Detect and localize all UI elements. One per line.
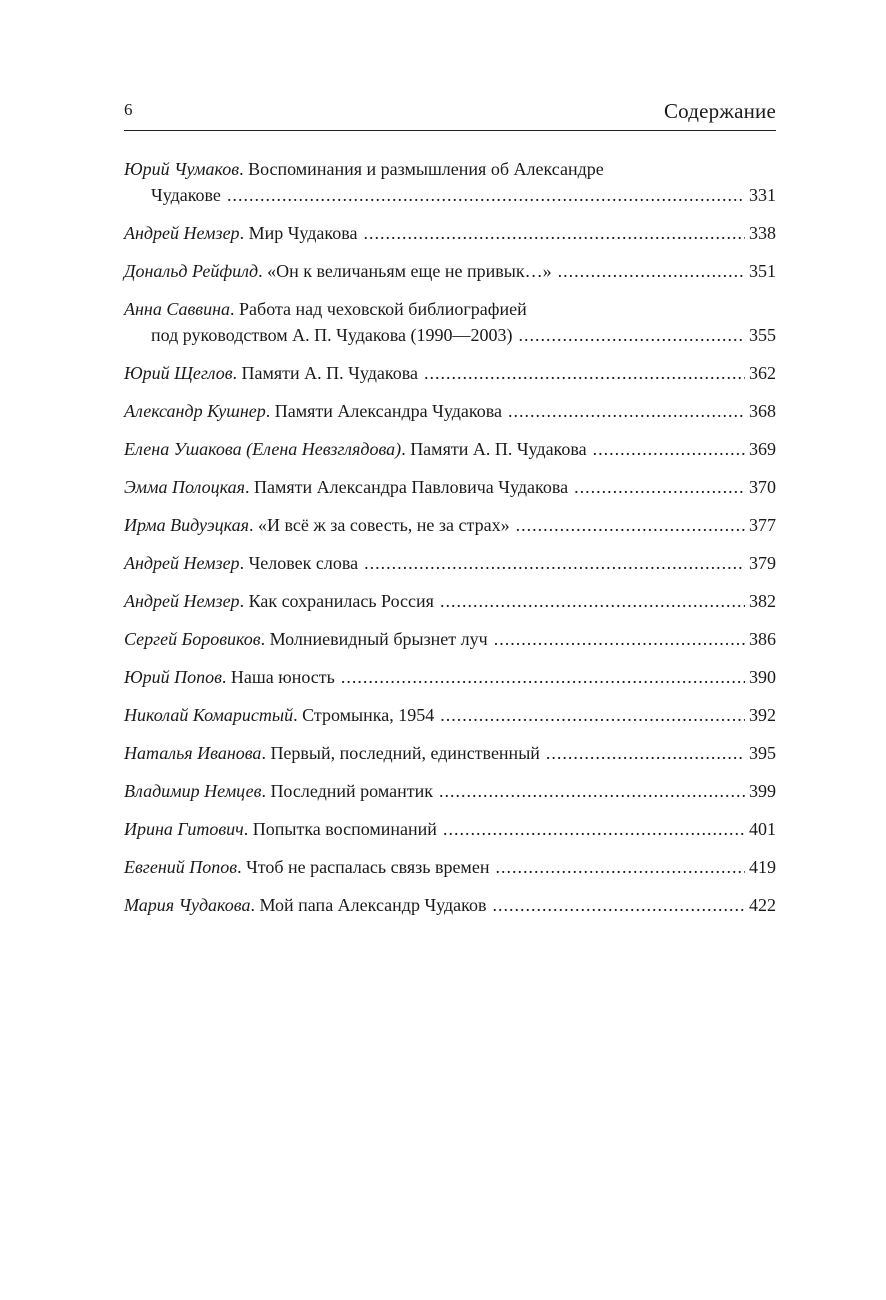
toc-entry xyxy=(124,474,776,500)
toc-title: Наша юность xyxy=(230,667,335,687)
toc-page-number: 399 xyxy=(749,781,776,801)
toc-author: Ирина Гитович xyxy=(124,819,244,839)
toc-author: Андрей Немзер xyxy=(124,591,240,611)
dot-leader xyxy=(495,854,745,880)
toc-author: Мария Чудакова xyxy=(124,895,251,915)
book-page xyxy=(124,96,776,930)
dot-leader xyxy=(546,740,745,766)
dot-leader xyxy=(364,220,746,246)
toc-title: Первый, последний, единственный xyxy=(270,743,540,763)
toc-page-number: 331 xyxy=(749,185,776,205)
toc-title: «Он к величаньям еще не привык…» xyxy=(267,261,552,281)
toc-title: Памяти Александра Павловича Чудакова xyxy=(253,477,569,497)
toc-entry-line: Сергей Боровиков . Молниевидный брызнет луч ..... 386 xyxy=(124,626,776,652)
toc-entry xyxy=(124,220,776,246)
toc-entry xyxy=(124,436,776,462)
toc-author: Наталья Иванова xyxy=(124,743,262,763)
toc-author: Евгений Попов xyxy=(124,857,238,877)
dot-leader xyxy=(508,398,745,424)
dot-leader xyxy=(518,322,745,348)
toc-page-number: 362 xyxy=(749,363,776,383)
toc-entry-line: Эмма Полоцкая . Памяти Александра Павловича Чудакова ..... 370 xyxy=(124,474,776,500)
toc-entry xyxy=(124,258,776,284)
toc-page-number: 390 xyxy=(749,667,776,687)
toc-entry xyxy=(124,778,776,804)
toc-page-number: 382 xyxy=(749,591,776,611)
toc-page-number: 370 xyxy=(749,477,776,497)
toc-page-number: 369 xyxy=(749,439,776,459)
toc-author: Юрий Щеглов xyxy=(124,363,233,383)
toc-author: Юрий Чумаков xyxy=(124,159,240,179)
toc-author: Ирма Видуэцкая xyxy=(124,515,249,535)
toc-title: Человек слова xyxy=(248,553,359,573)
toc-title-continued: под руководством А. П. Чудакова (1990—2003) xyxy=(151,325,513,345)
dot-leader xyxy=(227,182,745,208)
toc-title: Попытка воспоминаний xyxy=(252,819,437,839)
toc-page-number: 395 xyxy=(749,743,776,763)
dot-leader xyxy=(440,588,745,614)
toc-entry xyxy=(124,740,776,766)
toc-page-number: 368 xyxy=(749,401,776,421)
toc-title: Памяти Александра Чудакова xyxy=(274,401,502,421)
toc-entry-line: Андрей Немзер . Как сохранилась Россия ..... 382 xyxy=(124,588,776,614)
toc-entry xyxy=(124,550,776,576)
toc-author: Анна Саввина xyxy=(124,299,231,319)
toc-entry-line: Николай Комаристый . Стромынка, 1954 ..... 392 xyxy=(124,702,776,728)
toc-author: Андрей Немзер xyxy=(124,223,240,243)
toc-page-number: 351 xyxy=(749,261,776,281)
toc-entry-line: Юрий Чумаков. Воспоминания и размышления об Александре xyxy=(124,159,604,179)
toc-entry-line: Андрей Немзер . Мир Чудакова ..... 338 xyxy=(124,220,776,246)
toc-entry xyxy=(124,296,776,348)
toc-entry-line: Юрий Щеглов . Памяти А. П. Чудакова ..... 362 xyxy=(124,360,776,386)
dot-leader xyxy=(440,702,745,728)
toc-page-number: 355 xyxy=(749,325,776,345)
dot-leader xyxy=(516,512,745,538)
dot-leader xyxy=(424,360,745,386)
toc-page-number: 422 xyxy=(749,895,776,915)
toc-title: Памяти А. П. Чудакова xyxy=(241,363,418,383)
toc-entry xyxy=(124,854,776,880)
toc-entry-line: Елена Ушакова (Елена Невзглядова) . Памяти А. П. Чудакова ..... 369 xyxy=(124,436,776,462)
toc-author: Сергей Боровиков xyxy=(124,629,261,649)
toc-entry xyxy=(124,360,776,386)
dot-leader xyxy=(341,664,745,690)
toc-title: Памяти А. П. Чудакова xyxy=(410,439,587,459)
toc-page-number: 379 xyxy=(749,553,776,573)
toc-page-number: 401 xyxy=(749,819,776,839)
dot-leader xyxy=(558,258,745,284)
table-of-contents xyxy=(124,156,776,918)
toc-entry-line xyxy=(124,322,776,348)
toc-author: Николай Комаристый xyxy=(124,705,294,725)
toc-entry-line: Анна Саввина. Работа над чеховской библиографией xyxy=(124,299,527,319)
toc-entry xyxy=(124,664,776,690)
toc-author: Эмма Полоцкая xyxy=(124,477,245,497)
toc-entry-line: Андрей Немзер . Человек слова ..... 379 xyxy=(124,550,776,576)
toc-entry xyxy=(124,626,776,652)
toc-entry-line: Мария Чудакова . Мой папа Александр Чудаков ..... 422 xyxy=(124,892,776,918)
toc-title: Работа над чеховской библиографией xyxy=(239,299,527,319)
toc-page-number: 392 xyxy=(749,705,776,725)
toc-title: «И всё ж за совесть, не за страх» xyxy=(257,515,510,535)
dot-leader xyxy=(364,550,745,576)
toc-title: Воспоминания и размышления об Александре xyxy=(248,159,604,179)
toc-author: Владимир Немцев xyxy=(124,781,262,801)
toc-author: Юрий Попов xyxy=(124,667,222,687)
dot-leader xyxy=(574,474,745,500)
toc-title: Последний романтик xyxy=(270,781,433,801)
toc-entry-line: Наталья Иванова . Первый, последний, единственный ..... 395 xyxy=(124,740,776,766)
dot-leader xyxy=(492,892,745,918)
toc-entry xyxy=(124,702,776,728)
toc-entry xyxy=(124,588,776,614)
toc-page-number: 377 xyxy=(749,515,776,535)
toc-entry-line: Ирина Гитович . Попытка воспоминаний ..... 401 xyxy=(124,816,776,842)
page-number: 6 xyxy=(124,100,133,119)
toc-page-number: 386 xyxy=(749,629,776,649)
toc-entry xyxy=(124,892,776,918)
toc-title: Стромынка, 1954 xyxy=(302,705,435,725)
toc-entry xyxy=(124,512,776,538)
dot-leader xyxy=(593,436,745,462)
toc-entry xyxy=(124,816,776,842)
running-head xyxy=(124,96,776,131)
dot-leader xyxy=(443,816,745,842)
toc-entry xyxy=(124,398,776,424)
toc-entry-line: Евгений Попов . Чтоб не распалась связь времен ..... 419 xyxy=(124,854,776,880)
toc-entry-line: Юрий Попов . Наша юность ..... 390 xyxy=(124,664,776,690)
toc-title: Молниевидный брызнет луч xyxy=(269,629,488,649)
toc-author: Дональд Рейфилд xyxy=(124,261,259,281)
toc-page-number: 338 xyxy=(749,223,776,243)
toc-author: Елена Ушакова (Елена Невзглядова) xyxy=(124,439,402,459)
toc-entry-line: Ирма Видуэцкая . «И всё ж за совесть, не за страх» ..... 377 xyxy=(124,512,776,538)
toc-entry xyxy=(124,156,776,208)
toc-entry-line: Дональд Рейфилд . «Он к величаньям еще не привык…» ..... 351 xyxy=(124,258,776,284)
toc-title-continued: Чудакове xyxy=(151,185,221,205)
toc-entry-line xyxy=(124,182,776,208)
toc-page-number: 419 xyxy=(749,857,776,877)
toc-author: Андрей Немзер xyxy=(124,553,240,573)
toc-title: Мой папа Александр Чудаков xyxy=(259,895,487,915)
section-title: Содержание xyxy=(663,99,776,123)
toc-title: Мир Чудакова xyxy=(248,223,358,243)
toc-title: Как сохранилась Россия xyxy=(248,591,434,611)
toc-entry-line: Владимир Немцев . Последний романтик ..... 399 xyxy=(124,778,776,804)
toc-entry-line: Александр Кушнер . Памяти Александра Чудакова ..... 368 xyxy=(124,398,776,424)
toc-author: Александр Кушнер xyxy=(124,401,266,421)
toc-title: Чтоб не распалась связь времен xyxy=(246,857,490,877)
dot-leader xyxy=(494,626,745,652)
dot-leader xyxy=(439,778,745,804)
